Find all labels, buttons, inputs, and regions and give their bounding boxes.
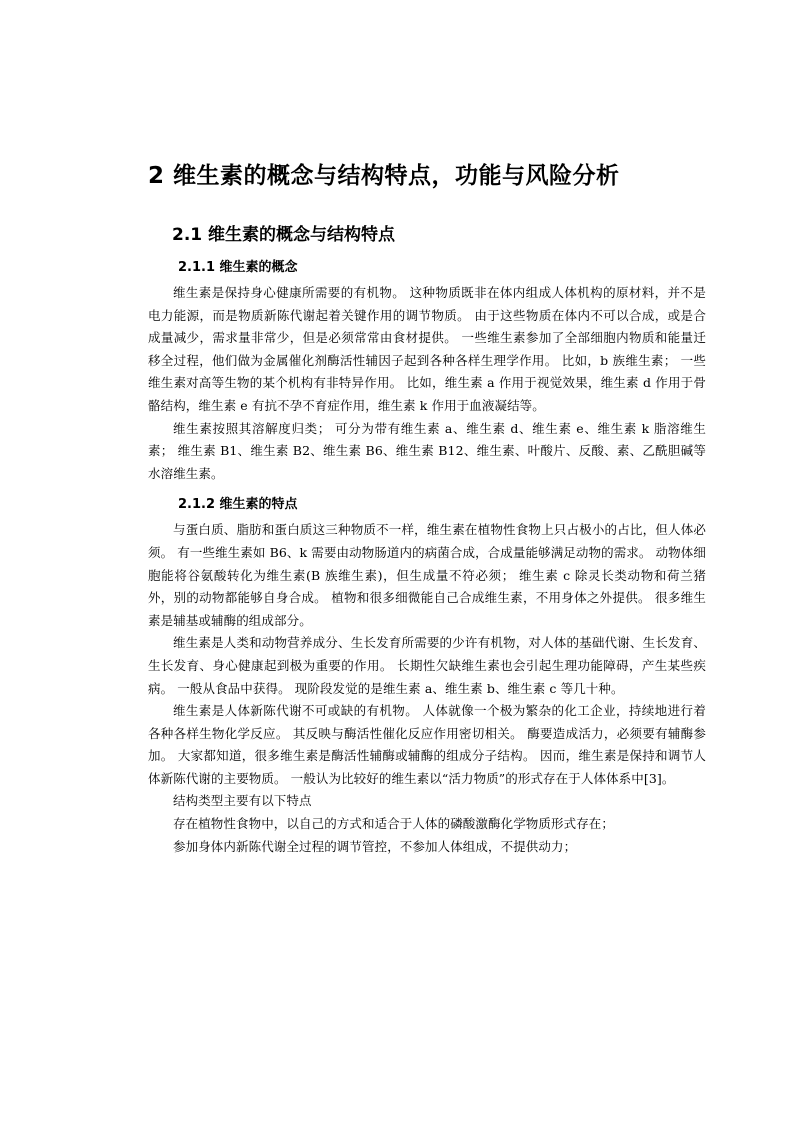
document-body	[148, 158, 706, 858]
chapter-title: 2 维生素的概念与结构特点，功能与风险分析	[148, 163, 620, 189]
paragraph: 参加身体内新陈代谢全过程的调节管控，不参加人体组成，不提供动力；	[173, 838, 577, 854]
paragraph: 维生素是人类和动物营养成分、生长发育所需要的少许有机物，对人体的基础代谢、生长发育、生长发育、身心健康起到极为重要的作用。 长期性欠缺维生素也会引起生理功能障碍，产生某些疾病。 一般从食品中获得。 现阶段发觉的是维生素 a、维生素 b、维生素 c 等几十种。	[148, 635, 706, 696]
paragraph: 维生素是人体新陈代谢不可或缺的有机物。 人体就像一个极为繁杂的化工企业，持续地进行着各种各样生物化学反应。 其反映与酶活性催化反应作用密切相关。 酶要造成活力，必须要有辅酶参加。 大家都知道，很多维生素是酶活性辅酶或辅酶的组成分子结构。 因而，维生素是保持和调节人体新陈代谢的主要物质。 一般认为比较好的维生素以“活力物质”的形式存在于人体体系中[3]。	[148, 703, 706, 786]
section-heading-2-1: 2.1 维生素的概念与结构特点	[172, 225, 396, 245]
subsection-heading-2-1-1: 2.1.1 维生素的概念	[178, 260, 298, 275]
paragraph: 与蛋白质、脂肪和蛋白质这三种物质不一样，维生素在植物性食物上只占极小的占比，但人体必须。 有一些维生素如 B6、k 需要由动物肠道内的病菌合成，合成量能够满足动物的需求。 动物体细胞能将谷氨酸转化为维生素(B 族维生素)，但生成量不符必须； 维生素 c 除灵长类动物和荷兰猪外，别的动物都能够自身合成。 植物和很多细微能自己合成维生素，不用身体之外提供。 很多维生素是辅基或辅酶的组成部分。	[148, 522, 706, 628]
paragraph: 维生素是保持身心健康所需要的有机物。 这种物质既非在体内组成人体机构的原材料，并不是电力能源，而是物质新陈代谢起着关键作用的调节物质。 由于这些物质在体内不可以合成，或是合成量减少，需求量非常少，但是必须常常由食材提供。 一些维生素参加了全部细胞内物质和能量迁移全过程，他们做为金属催化剂酶活性辅因子起到各种各样生理学作用。 比如，b 族维生素； 一些维生素对高等生物的某个机构有非特异作用。 比如，维生素 a 作用于视觉效果，维生素 d 作用于骨骼结构，维生素 e 有抗不孕不育症作用，维生素 k 作用于血液凝结等。	[148, 285, 706, 413]
subsection-heading-2-1-2: 2.1.2 维生素的特点	[178, 497, 298, 513]
paragraph: 存在植物性食物中，以自己的方式和适合于人体的磷酸激酶化学物质形式存在；	[173, 816, 615, 832]
paragraph: 维生素按照其溶解度归类； 可分为带有维生素 a、维生素 d、维生素 e、维生素 k 脂溶维生素； 维生素 B1、维生素 B2、维生素 B6、维生素 B12、维生素、叶酸片、反酸、素、乙酰胆碱等水溶维生素。	[148, 420, 706, 481]
paragraph: 结构类型主要有以下特点	[173, 793, 312, 809]
